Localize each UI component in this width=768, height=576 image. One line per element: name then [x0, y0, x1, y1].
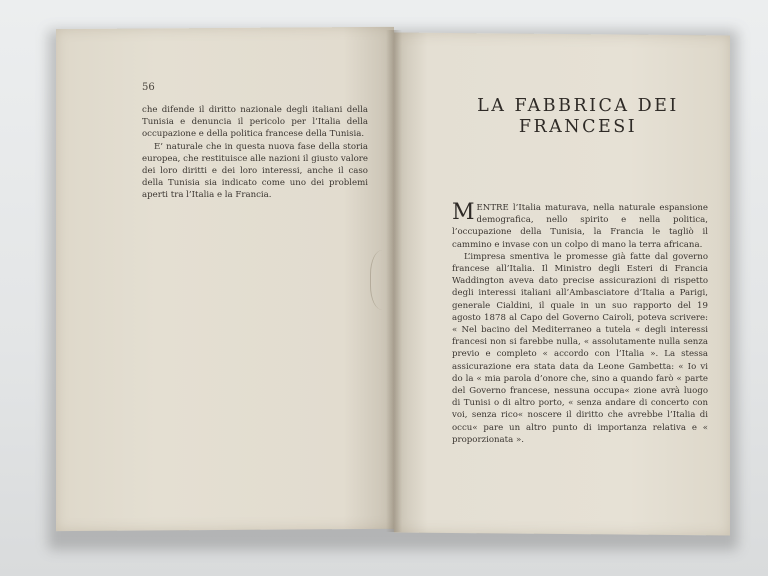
drop-cap: M — [452, 200, 475, 225]
right-paragraph-1 — [452, 202, 708, 251]
left-paragraph-2: E’ naturale che in questa nuova fase della storia europea, che restituisce alle nazioni il giusto valore dei loro diritti e dei loro interessi, anche il caso della Tunisia sia indicato come uno dei problemi aperti tra l’Italia e la Francia. — [142, 141, 368, 201]
chapter-title — [430, 96, 726, 138]
page-number: 56 — [142, 82, 155, 93]
left-page — [56, 27, 394, 531]
right-paragraph-2: L’impresa smentiva le promesse già fatte dal governo francese all’Italia. Il Ministro degli Esteri di Francia Waddington aveva dato precise assicurazioni di rispetto degli interessi italiani all’Ambasciatore d’Italia a Parigi, generale Cialdini, il quale in un suo rapporto del 19 agosto 1878 al Capo del Governo Cairoli, poteva scrivere: « Nel bacino del Mediterraneo a tutela « degli interessi francesi non si farebbe nulla, « assolutamente nulla senza previo e completo « accordo con l’Italia ». La stessa assicurazione era stata data da Leone Gambetta: « Io vi do la « mia parola d’onore che, sino a quando farò « parte del Governo francese, nessuna occupa« zione avrà luogo di Tunisi o di altro porto, « senza andare di concerto con voi, senza rico« noscere il diritto che avrebbe l’Italia di occu« pare un altro punto di importanza relativa e « proporzionata ». — [452, 251, 708, 445]
right-paragraph-1-text: ENTRE l’Italia maturava, nella naturale espansione demografica, nello spirito e nella politica, l’occupazione della Tunisia, la Francia le tagliò il cammino e invase con un colpo di mano la terra africana. — [452, 203, 708, 250]
chapter-title-line-2: FRANCESI — [518, 117, 638, 137]
chapter-title-line-1: LA FABBRICA DEI — [477, 96, 679, 116]
left-page-text — [142, 104, 368, 202]
left-paragraph-1: che difende il diritto nazionale degli italiani della Tunisia e denuncia il pericolo per l’Italia della occupazione e della politica francese della Tunisia. — [142, 105, 368, 140]
right-page-text — [452, 202, 708, 446]
page-tear — [370, 250, 401, 310]
